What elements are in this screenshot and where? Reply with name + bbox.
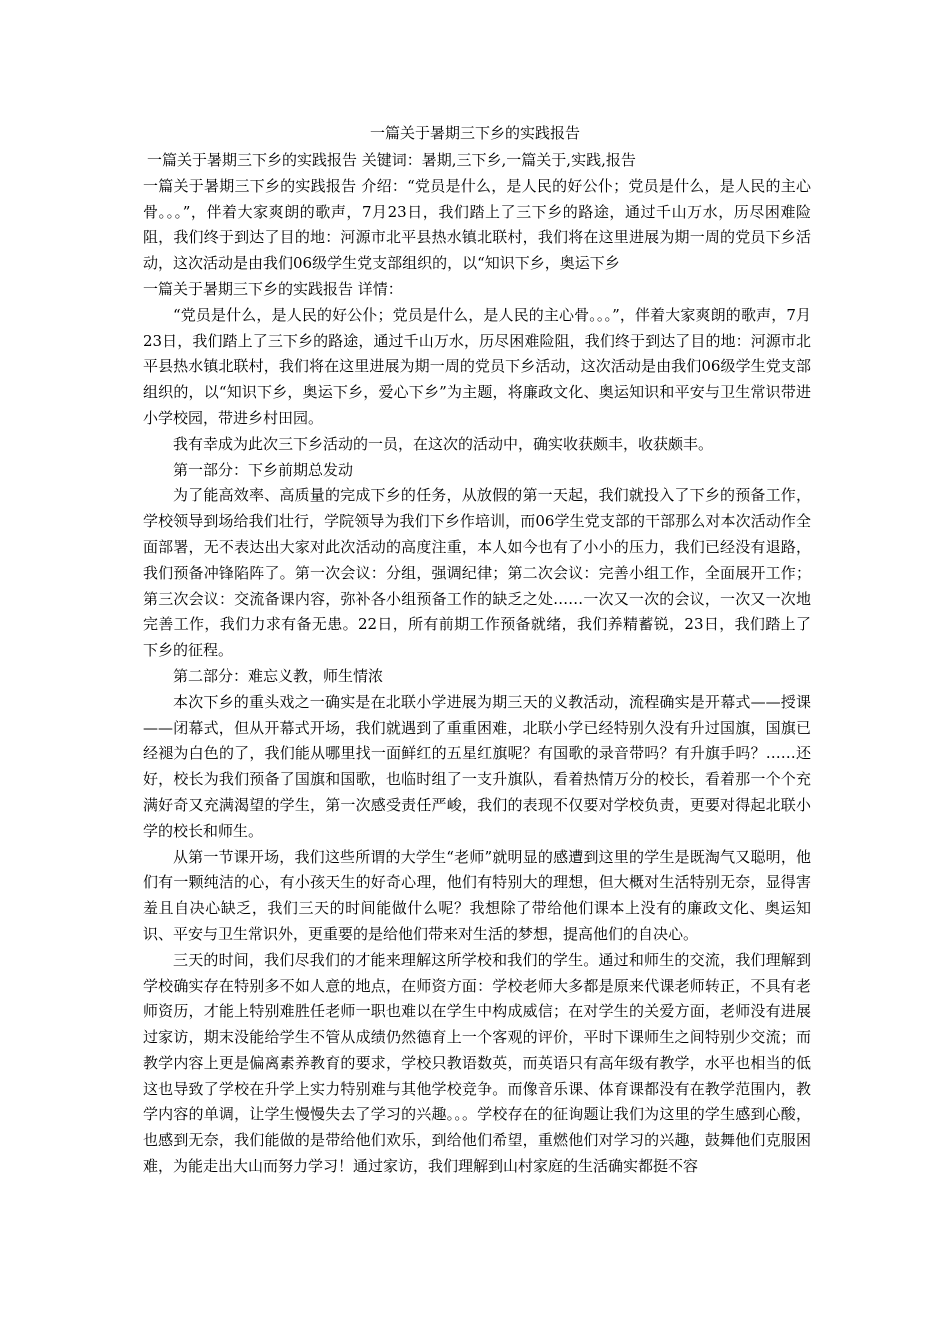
- document-title: 一篇关于暑期三下乡的实践报告: [369, 124, 580, 142]
- paragraph-volunteer-teaching: 本次下乡的重头戏之一确实是在北联小学进展为期三天的义教活动，流程确实是开幕式——授课——闭幕式，但从开幕式开场，我们就遇到了重重困难，北联小学已经特别久没有升过国旗，国旗已经褪为白色的了，我们能从哪里找一面鲜红的五星红旗呢？有国歌的录音带吗？有升旗手吗？……还好，校长为我们预备了国旗和国歌，也临时组了一支升旗队，看着热情万分的校长，看着那一个个充满好奇又充满渴望的学生，第一次感受责任严峻，我们的表现不仅要对学校负责，更要对得起北联小学的校长和师生。: [143, 692, 811, 840]
- paragraph-three-days: 三天的时间，我们尽我们的才能来理解这所学校和我们的学生。通过和师生的交流，我们理解到学校确实存在特别多不如人意的地点，在师资方面：学校老师大多都是原来代课老师转正，不具有老师资历，才能上特别难胜任老师一职也难以在学生中构成威信；在对学生的关爱方面，老师没有进展过家访，期末没能给学生不管从成绩仍然德育上一个客观的评价，平时下课师生之间特别少交流；而教学内容上更是偏离素养教育的要求，学校只教语数英，而英语只有高年级有教学，水平也相当的低这也导致了学校在升学上实力特别难与其他学校竞争。而像音乐课、体育课都没有在教学范围内，教学内容的单调，让学生慢慢失去了学习的兴趣。。。学校存在的征询题让我们为这里的学生感到心酸，也感到无奈，我们能做的是带给他们欢乐，到给他们希望，重燃他们对学习的兴趣，鼓舞他们克服困难，为能走出大山而努力学习！通过家访，我们理解到山村家庭的生活确实都挺不容: [143, 950, 811, 1176]
- section-heading-part-two: 第二部分：难忘义教，师生情浓: [173, 666, 384, 685]
- intro-line: 一篇关于暑期三下乡的实践报告 介绍：“党员是什么，是人民的好公仆；党员是什么，是人民的主心骨。。。”，伴着大家爽朗的歌声，7月23日，我们踏上了三下乡的路途，通过千山万水，历尽困难险阻，我们终于到达了目的地：河源市北平县热水镇北联村，我们将在这里进展为期一周的党员下乡活动，这次活动是由我们06级学生党支部组织的，以“知识下乡，奥运下乡: [143, 176, 811, 273]
- section-heading-part-one: 第一部分：下乡前期总发动: [173, 460, 354, 479]
- paragraph-opening: “党员是什么，是人民的好公仆；党员是什么，是人民的主心骨。。。”，伴着大家爽朗的歌声，7月23日，我们踏上了三下乡的路途，通过千山万水，历尽困难险阻，我们终于到达了目的地：河源市北平县热水镇北联村，我们将在这里进展为期一周的党员下乡活动，这次活动是由我们06级学生党支部组织的，以“知识下乡，奥运下乡，爱心下乡”为主题，将廉政文化、奥运知识和平安与卫生常识带进小学校园，带进乡村田园。: [143, 305, 811, 427]
- document-body: [143, 148, 811, 1180]
- keywords-line: 一篇关于暑期三下乡的实践报告 关键词：暑期,三下乡,一篇关于,实践,报告: [147, 151, 636, 169]
- paragraph-gain: 我有幸成为此次三下乡活动的一员，在这次的活动中，确实收获颇丰，收获颇丰。: [173, 434, 714, 453]
- paragraph-first-class: 从第一节课开场，我们这些所谓的大学生“老师”就明显的感遭到这里的学生是既淘气又聪明，他们有一颗纯洁的心，有小孩天生的好奇心理，他们有特别大的理想，但大概对生活特别无奈，显得害羞且自决心缺乏，我们三天的时间能做什么呢？我想除了带给他们课本上没有的廉政文化、奥运知识、平安与卫生常识外，更重要的是给他们带来对生活的梦想，提高他们的自决心。: [143, 847, 811, 943]
- paragraph-preparation: 为了能高效率、高质量的完成下乡的任务，从放假的第一天起，我们就投入了下乡的预备工作，学校领导到场给我们壮行，学院领导为我们下乡作培训，而06学生党支部的干部那么对本次活动作全面部署，无不表达出大家对此次活动的高度注重，本人如今也有了小小的压力，我们已经没有退路，我们预备冲锋陷阵了。第一次会议：分组，强调纪律；第二次会议：完善小组工作，全面展开工作；第三次会议：交流备课内容，弥补各小组预备工作的缺乏之处……一次又一次的会议，一次又一次地完善工作，我们力求有备无患。22日，所有前期工作预备就绪，我们养精蓄锐，23日，我们踏上了下乡的征程。: [143, 486, 811, 660]
- details-label: 一篇关于暑期三下乡的实践报告 详情：: [143, 279, 403, 298]
